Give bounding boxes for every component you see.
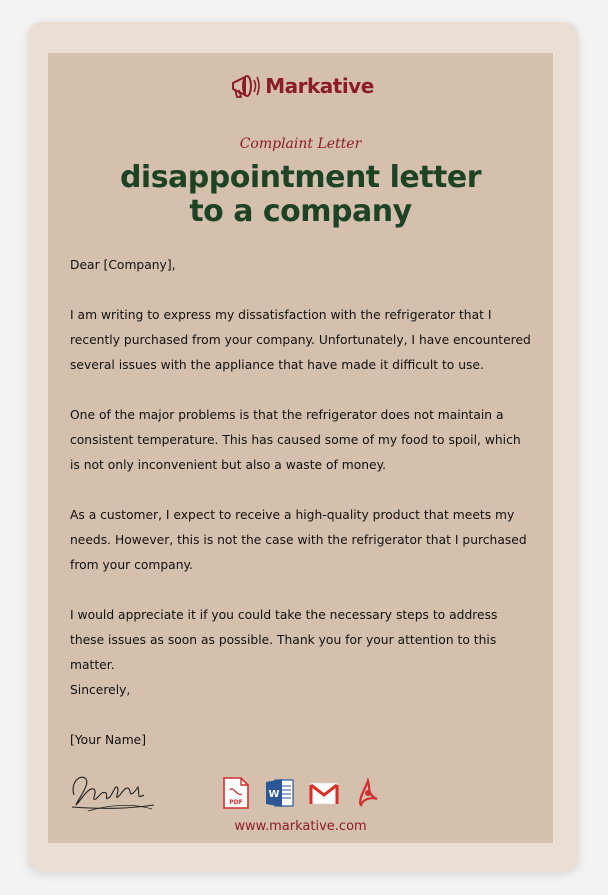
letter-paragraph-1: I am writing to express my dissatisfaction with the refrigerator that I recently purchased from your company. Unfortunately, I have encountered several issues with the appliance that have made it difficult to use. [70,308,531,372]
download-icons [221,777,383,809]
letter-paragraph-2: One of the major problems is that the refrigerator does not maintain a consistent temperature. This has caused some of my food to spoil, which is not only inconvenient but also a waste of money. [70,408,521,472]
signature-image [68,765,158,815]
gmail-icon[interactable] [309,777,339,809]
brand-logo [48,71,553,101]
website-link[interactable]: www.markative.com [234,819,367,834]
title-line-1: disappointment letter [119,160,482,195]
svg-text:PDF: PDF [229,799,243,806]
letter-panel [48,53,553,843]
letter-signer-name: [Your Name] [70,733,147,747]
megaphone-icon [227,71,261,101]
svg-text:W: W [268,789,280,800]
letter-greeting: Dear [Company], [70,258,176,272]
brand-name: Markative [265,74,374,98]
word-icon[interactable] [265,777,295,809]
letter-paragraph-4: I would appreciate it if you could take the necessary steps to address these issues as soon as possible. Thank you for your attention to this matter. [70,608,498,672]
pdf-icon[interactable] [221,777,251,809]
adobe-acrobat-icon[interactable] [353,777,383,809]
title-line-2: to a company [189,194,412,229]
letter-subtitle: Complaint Letter [239,136,362,152]
letter-title [48,161,553,229]
letter-paragraph-3: As a customer, I expect to receive a high-quality product that meets my needs. However, this is not the case with the refrigerator that I purchased from your company. [70,508,527,572]
letter-closing: Sincerely, [70,683,131,697]
